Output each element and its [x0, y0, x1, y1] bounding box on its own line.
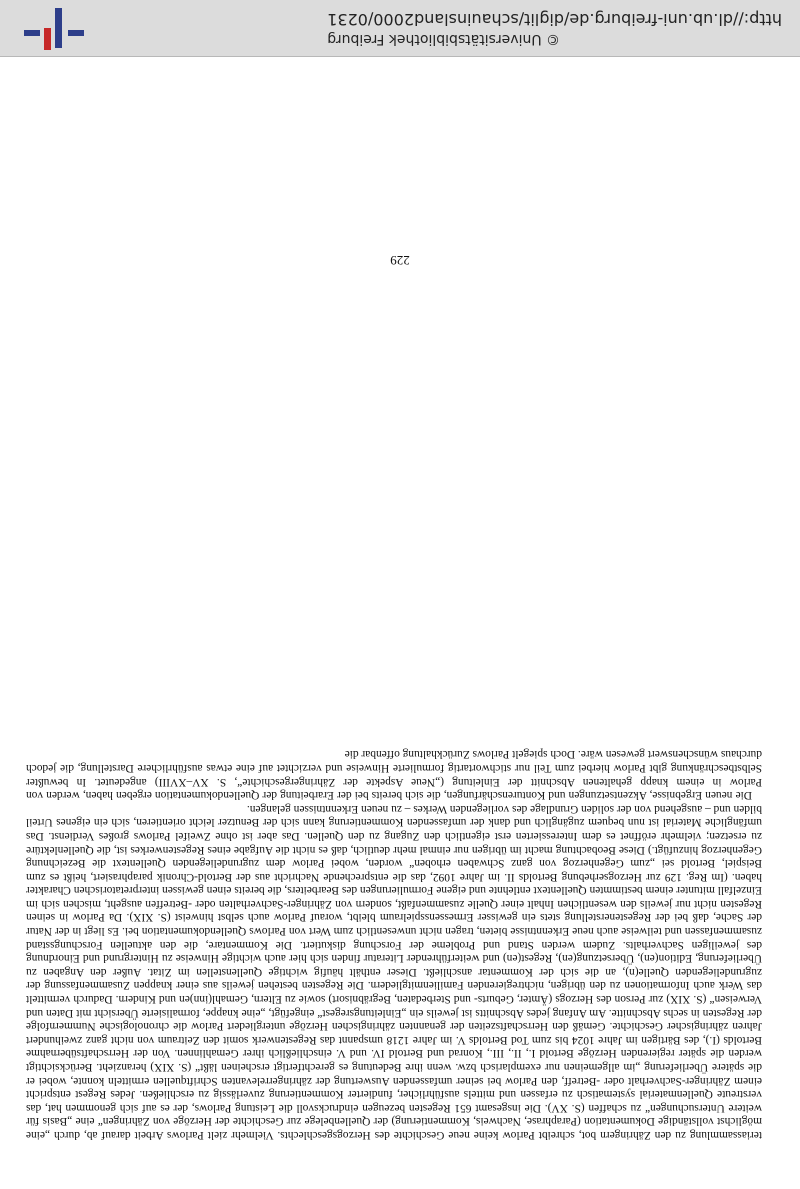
body-text [26, 747, 762, 1141]
source-url-link[interactable]: http://dl.ub.uni-freiburg.de/diglit/schauinsland2000/0231 [327, 10, 782, 30]
footer-bar [0, 0, 800, 57]
document-page [0, 57, 800, 1189]
paragraph: Die neuen Ergebnisse, Akzentsetzungen und Konturenschärfungen, die sich bereits bei der Erarbeitung der Quellendokumentation ergeben haben, werden von Parlow in einem knapp gehaltenen Abschnitt der Einleitung („Neue Aspekte der Zähringergeschichte“, S. XV–XVIII) angedeutet. In bewußter Selbstbeschränkung gibt Parlow hierbei zum Teil nur stichwortartig formulierte Hinweise und verzichtet auf eine etwas ausführlichere Darstellung, die jedoch durchaus wünschenswert gewesen wäre. Doch spiegelt Parlows Zurückhaltung offenbar die [26, 748, 762, 802]
copyright-text: © Universitätsbibliothek Freiburg [327, 30, 561, 47]
ub-freiburg-logo-icon [14, 6, 84, 50]
footer-text [327, 9, 782, 47]
paragraph: teriassammlung zu den Zähringern bot, schreibt Parlow keine neue Geschichte des Herzogsgeschlechts. Vielmehr zielt Parlows Arbeit darauf ab, durch „eine möglichst vollständige Dokumentation (Paraphrase, Nachweis, Kommentierung) der Quellenbelege zur Geschichte der Herzöge von Zähringen“ eine „Basis für weitere Untersuchungen“ zu schaffen (S. XV). Die insgesamt 651 Regesten bezeugen eindrucksvoll die Leistung Parlows, der es auf sich genommen hat, das verstreute Quellenmaterial systematisch zu erfassen und mittels ausführlicher, fundierter Kommentierung zuverlässig zu erschließen. Jedes Regest entspricht einem Zähringer-Sachverhalt oder -Betreff, den Parlow bei seiner umfassenden Auswertung der zähringerrelevanten Schriftquellen ermitteln konnte, wobei er die spätere Überlieferung „im allgemeinen nur exemplarisch bzw. wenn ihre Bedeutung es gerechtfertigt erscheinen läßt“ (S. XIX) heranzieht. Berücksichtigt werden die später regierenden Herzöge Bertold I., II., III., Konrad und Bertold IV. und V. einschließlich ihrer Gemahlinnen. Von der Herrschaftsübernahme Bertolds (I.), des Bärtigen im Jahre 1024 bis zum Tod Bertolds V. im Jahre 1218 umspannt das Regestenwerk somit den Zeitraum von nicht ganz zweihundert Jahren zähringischer Geschichte. Gemäß den Herrschaftszeiten der genannten zähringischen Herzöge untergliedert Parlow die chronologische Nummernfolge der Regesten in sechs Abschnitte. Am Anfang jedes Abschnitts ist jeweils ein „Einleitungsregest“ eingefügt, „eine knappe, formalisierte Übersicht mit Daten und Verweisen“ (S. XIX) zur Person des Herzogs (Ämter, Geburts- und Sterbedaten, Begräbnisort) sowie zu Eltern, Gemahl(inn)en und Kindern. Dadurch vermittelt das Werk auch Informationen zu den übrigen, nichtregierenden Familienmitgliedern. Die Regesten bestehen jeweils aus einer knappen Zusammenfassung der zugrundeliegenden Quelle(n), an die sich der Kommentar anschließt. Dieser enthält häufig wichtige Quellenstellen im Zitat. Außer den Angaben zu Überlieferung, Edition(en), Übersetzung(en), Regest(en) und weiterführender Literatur finden sich hier auch wichtige Hinweise zu Hintergrund und Einordnung des jeweiligen Sachverhalts. Zudem werden Stand und Probleme der Forschung diskutiert. Die Kommentare, die den aktuellen Forschungsstand zusammenfassen und teilweise auch neue Erkenntnisse bieten, tragen nicht unwesentlich zum Wert von Parlows Quellendokumentation bei. Es liegt in der Natur der Sache, daß bei der Regestenerstellung stets ein gewisser Ermessensspielraum bleibt, worauf Parlow auch selbst hinweist (S. XIX). Da Parlow in seinen Regesten nicht nur jeweils den wesentlichen Inhalt einer Quelle zusammenfaßt, sondern von Zähringer-Sachverhalten oder -Betreffen ausgeht, mischen sich im Einzelfall mitunter einem bestimmten Quellentext entlehnte und eigene Formulierungen des Bearbeiters, die bereits einen gewissen interpretatorischen Charakter haben. (Im Reg. 129 zur Herzogserhebung Bertolds II. im Jahre 1092, das die entsprechende Nachricht aus der Bertold-Chronik paraphrasiert, heißt es zum Beispiel, Bertold sei „zum Gegenherzog von ganz Schwaben erhoben“ worden, wobei Parlow dem zugrundeliegenden Quellentext die Bezeichnung Gegenherzog hinzufügt.) Diese Beobachtung macht im übrigen nur einmal mehr deutlich, daß es nicht die Aufgabe eines Regestenwerkes ist, die Quellenlektüre zu ersetzen; vielmehr eröffnet es dem Interessierten erst eigentlich den Zugang zu den Quellen. Das aber ist ohne Zweifel Parlows großes Verdienst. Das umfängliche Material ist nun bequem zugänglich und dank der umfassenden Kommentierung kann sich der Benutzer leicht orientieren, sich ein eigenes Urteil bilden und – ausgehend von der soliden Grundlage des vorliegenden Werkes – zu neuen Erkenntnissen gelangen. [26, 802, 762, 1141]
page-number: 229 [390, 253, 410, 268]
